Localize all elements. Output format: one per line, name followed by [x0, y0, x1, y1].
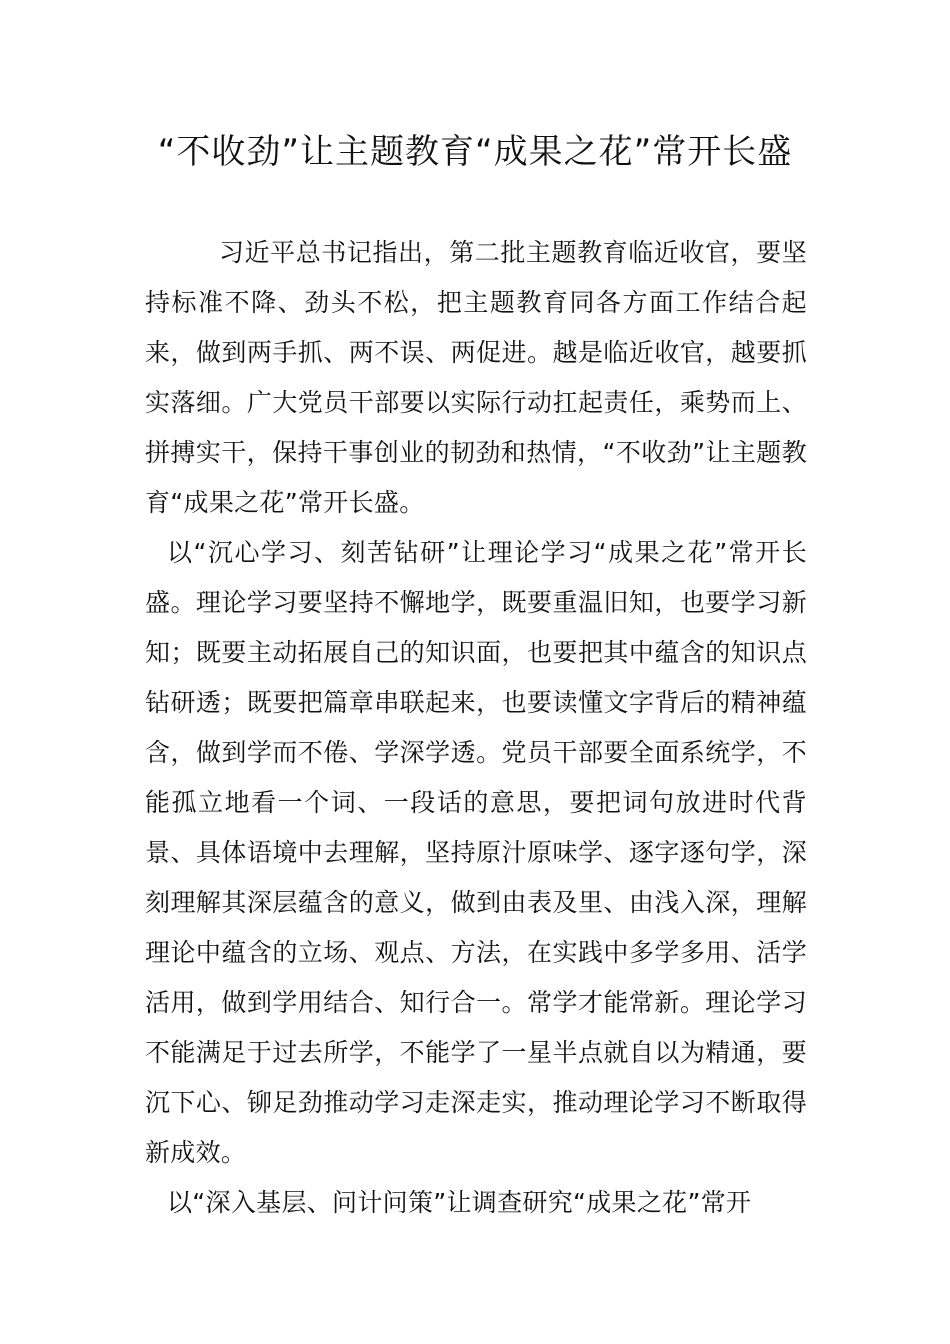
document-title: “不收劲”让主题教育“成果之花”常开长盛	[157, 132, 793, 172]
paragraph-theory-study: 以“沉心学习、刻苦钻研”让理论学习“成果之花”常开长盛。理论学习要坚持不懈地学，既要重温旧知，也要学习新知；既要主动拓展自己的知识面，也要把其中蕴含的知识点钻研透；既要把篇章串联起来，也要读懂文字背后的精神蕴含，做到学而不倦、学深学透。党员干部要全面系统学，不能孤立地看一个词、一段话的意思，要把词句放进时代背景、具体语境中去理解，坚持原汁原味学、逐字逐句学，深刻理解其深层蕴含的意义，做到由表及里、由浅入深，理解理论中蕴含的立场、观点、方法，在实践中多学多用、活学活用，做到学用结合、知行合一。常学才能常新。理论学习不能满足于过去所学，不能学了一星半点就自以为精通，要沉下心、铆足劲推动学习走深走实，推动理论学习不断取得新成效。	[145, 538, 807, 1167]
paragraph-intro: 习近平总书记指出，第二批主题教育临近收官，要坚持标准不降、劲头不松，把主题教育同各方面工作结合起来，做到两手抓、两不误、两促进。越是临近收官，越要抓实落细。广大党员干部要以实际行动扛起责任，乘势而上、拼搏实干，保持干事创业的韧劲和热情，“不收劲”让主题教育“成果之花”常开长盛。	[145, 238, 807, 517]
document-body	[145, 228, 807, 1228]
paragraph-research: 以“深入基层、问计问策”让调查研究“成果之花”常开	[167, 1188, 752, 1217]
